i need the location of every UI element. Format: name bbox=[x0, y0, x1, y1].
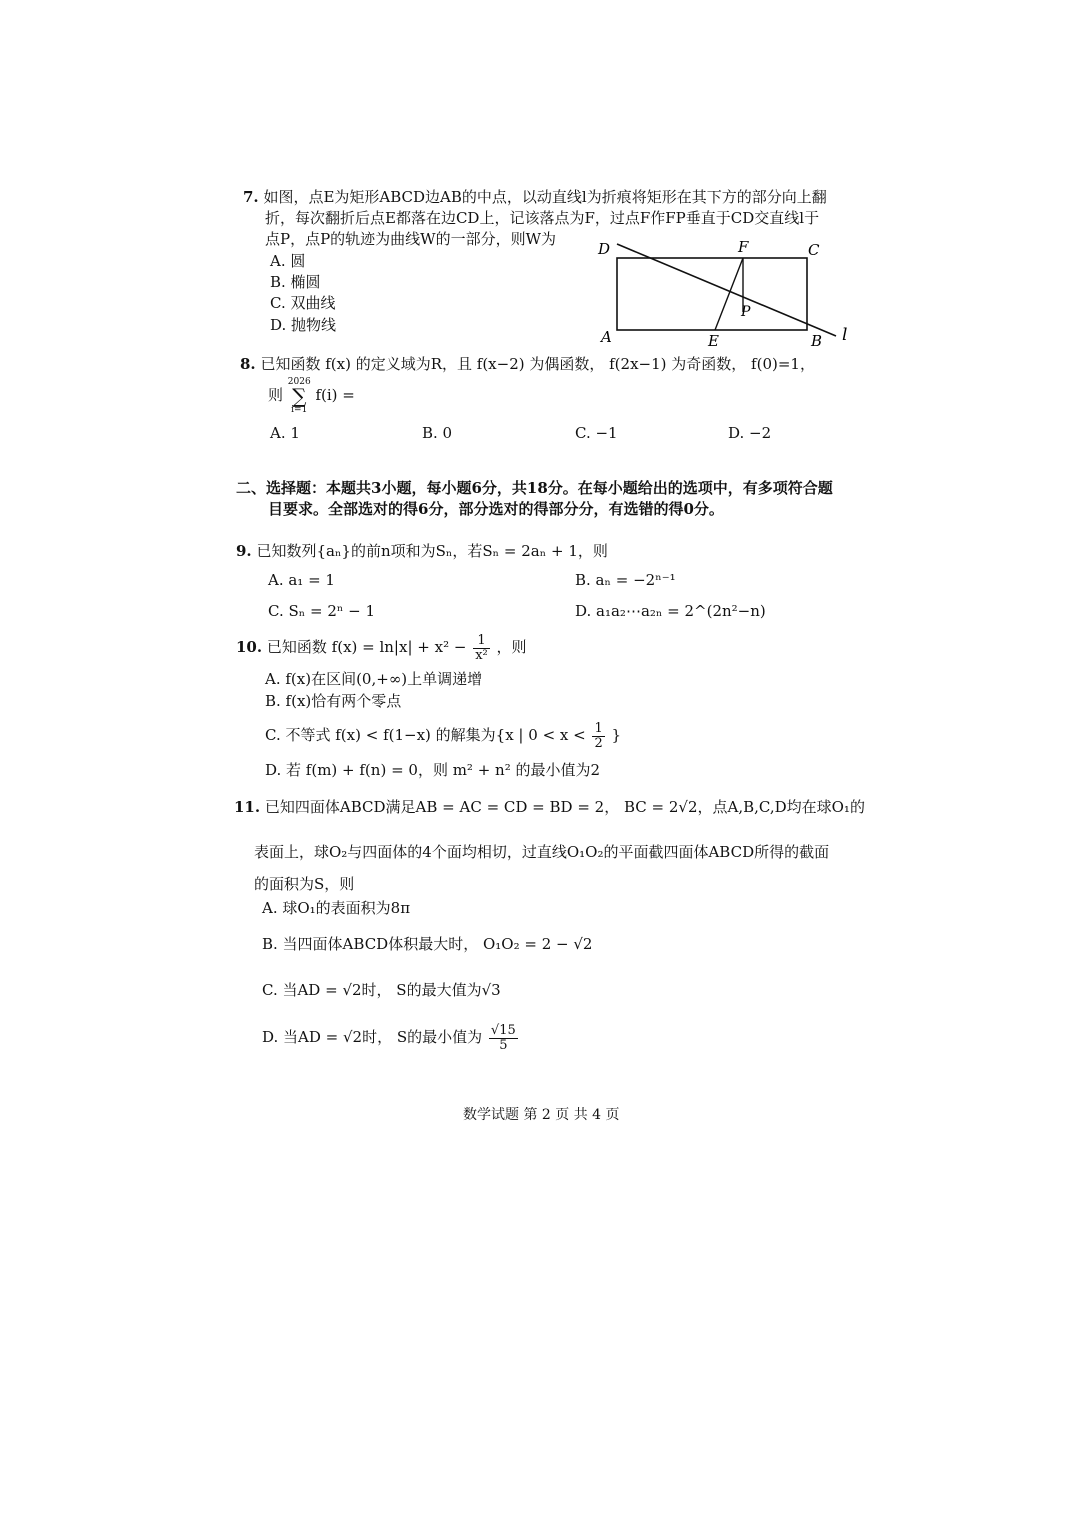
q10-stem: 10. 已知函数 f(x) = ln|x| + x² − $\frac{1}{\text{x²}}$ ，则 bbox=[236, 632, 527, 663]
q8-option-a: A. 1 bbox=[270, 424, 300, 442]
q11-option-a: A. 球O₁的表面积为8π bbox=[262, 899, 411, 917]
label-f: F bbox=[738, 238, 749, 256]
label-c: C bbox=[808, 241, 820, 259]
q7-number: 7. bbox=[243, 188, 259, 206]
q11-optd-fraction: $\frac{√15}{5}$ bbox=[490, 1022, 516, 1053]
q11-line1: 11. 已知四面体ABCD满足AB = AC = CD = BD = 2， BC = 2√2，点A,B,C,D均在球O₁的 bbox=[234, 798, 865, 816]
label-l: l bbox=[842, 325, 848, 345]
q11-line2: 表面上，球O₂与四面体的4个面均相切，过直线O₁O₂的平面截四面体ABCD所得的截面 bbox=[254, 843, 830, 861]
q10-option-d: D. 若 f(m) + f(n) = 0，则 m² + n² 的最小值为2 bbox=[265, 761, 601, 779]
q10-optc-fraction: $\frac{1}{2}$ bbox=[594, 720, 603, 751]
q7-option-b: B. 椭圆 bbox=[270, 273, 321, 291]
q7-option-c: C. 双曲线 bbox=[270, 294, 336, 312]
q9-stem: 9. 已知数列{aₙ}的前n项和为Sₙ，若Sₙ = 2aₙ + 1，则 bbox=[236, 542, 608, 560]
q9-number: 9. bbox=[236, 542, 252, 560]
q7-figure bbox=[590, 236, 860, 352]
label-a: A bbox=[601, 328, 612, 346]
q7-line1: 7. 如图，点E为矩形ABCD边AB的中点，以动直线l为折痕将矩形在其下方的部分向上翻 bbox=[243, 188, 827, 206]
q7-line3: 点P，点P的轨迹为曲线W的一部分，则W为 bbox=[265, 230, 557, 248]
q10-number: 10. bbox=[236, 638, 263, 656]
page-footer: 数学试题 第 2 页 共 4 页 bbox=[463, 1107, 620, 1123]
q7-option-d: D. 抛物线 bbox=[270, 316, 337, 334]
label-e: E bbox=[708, 332, 719, 350]
q8-option-c: C. −1 bbox=[575, 424, 618, 442]
q9-option-d: D. a₁a₂⋯a₂ₙ = 2^(2n²−n) bbox=[575, 602, 766, 620]
q10-option-c: C. 不等式 f(x) < f(1−x) 的解集为{x | 0 < x < $\frac{1}{2}$ } bbox=[265, 720, 622, 751]
q8-line2: 则 2026 ∑ i=1 f(i) = bbox=[268, 377, 355, 415]
rectangle-abcd bbox=[617, 258, 807, 330]
q10-option-a: A. f(x)在区间(0,+∞)上单调递增 bbox=[265, 670, 483, 688]
q9-option-b: B. aₙ = −2ⁿ⁻¹ bbox=[575, 571, 676, 589]
q8-number: 8. bbox=[240, 355, 256, 373]
q10-option-b: B. f(x)恰有两个零点 bbox=[265, 692, 402, 710]
section2-heading-line1: 二、选择题：本题共3小题，每小题6分，共18分。在每小题给出的选项中，有多项符合题 bbox=[236, 479, 833, 497]
q11-line3: 的面积为S，则 bbox=[254, 875, 355, 893]
label-p: P bbox=[741, 304, 751, 320]
q11-option-b: B. 当四面体ABCD体积最大时， O₁O₂ = 2 − √2 bbox=[262, 935, 593, 953]
q8-option-b: B. 0 bbox=[422, 424, 453, 442]
q11-option-c: C. 当AD = √2时， S的最大值为√3 bbox=[262, 981, 501, 999]
section2-heading-line2: 目要求。全部选对的得6分，部分选对的得部分分，有选错的得0分。 bbox=[268, 500, 724, 518]
label-d: D bbox=[598, 240, 611, 258]
label-b: B bbox=[811, 332, 823, 350]
q10-fraction: $\frac{1}{\text{x²}}$ bbox=[475, 632, 488, 663]
q9-option-c: C. Sₙ = 2ⁿ − 1 bbox=[268, 602, 376, 620]
q11-option-d: D. 当AD = √2时， S的最小值为 $\frac{√15}{5}$ bbox=[262, 1022, 516, 1053]
q8-line1: 8. 已知函数 f(x) 的定义域为R，且 f(x−2) 为偶函数， f(2x−1) 为奇函数， f(0)=1， bbox=[240, 355, 815, 373]
q7-line2: 折，每次翻折后点E都落在边CD上，记该落点为F，过点F作FP垂直于CD交直线l于 bbox=[265, 209, 820, 227]
summation-symbol: 2026 ∑ i=1 bbox=[287, 377, 311, 415]
q9-option-a: A. a₁ = 1 bbox=[268, 571, 335, 589]
q8-option-d: D. −2 bbox=[728, 424, 772, 442]
q11-number: 11. bbox=[234, 798, 261, 816]
q7-option-a: A. 圆 bbox=[270, 252, 306, 270]
segment-ef bbox=[715, 258, 743, 330]
